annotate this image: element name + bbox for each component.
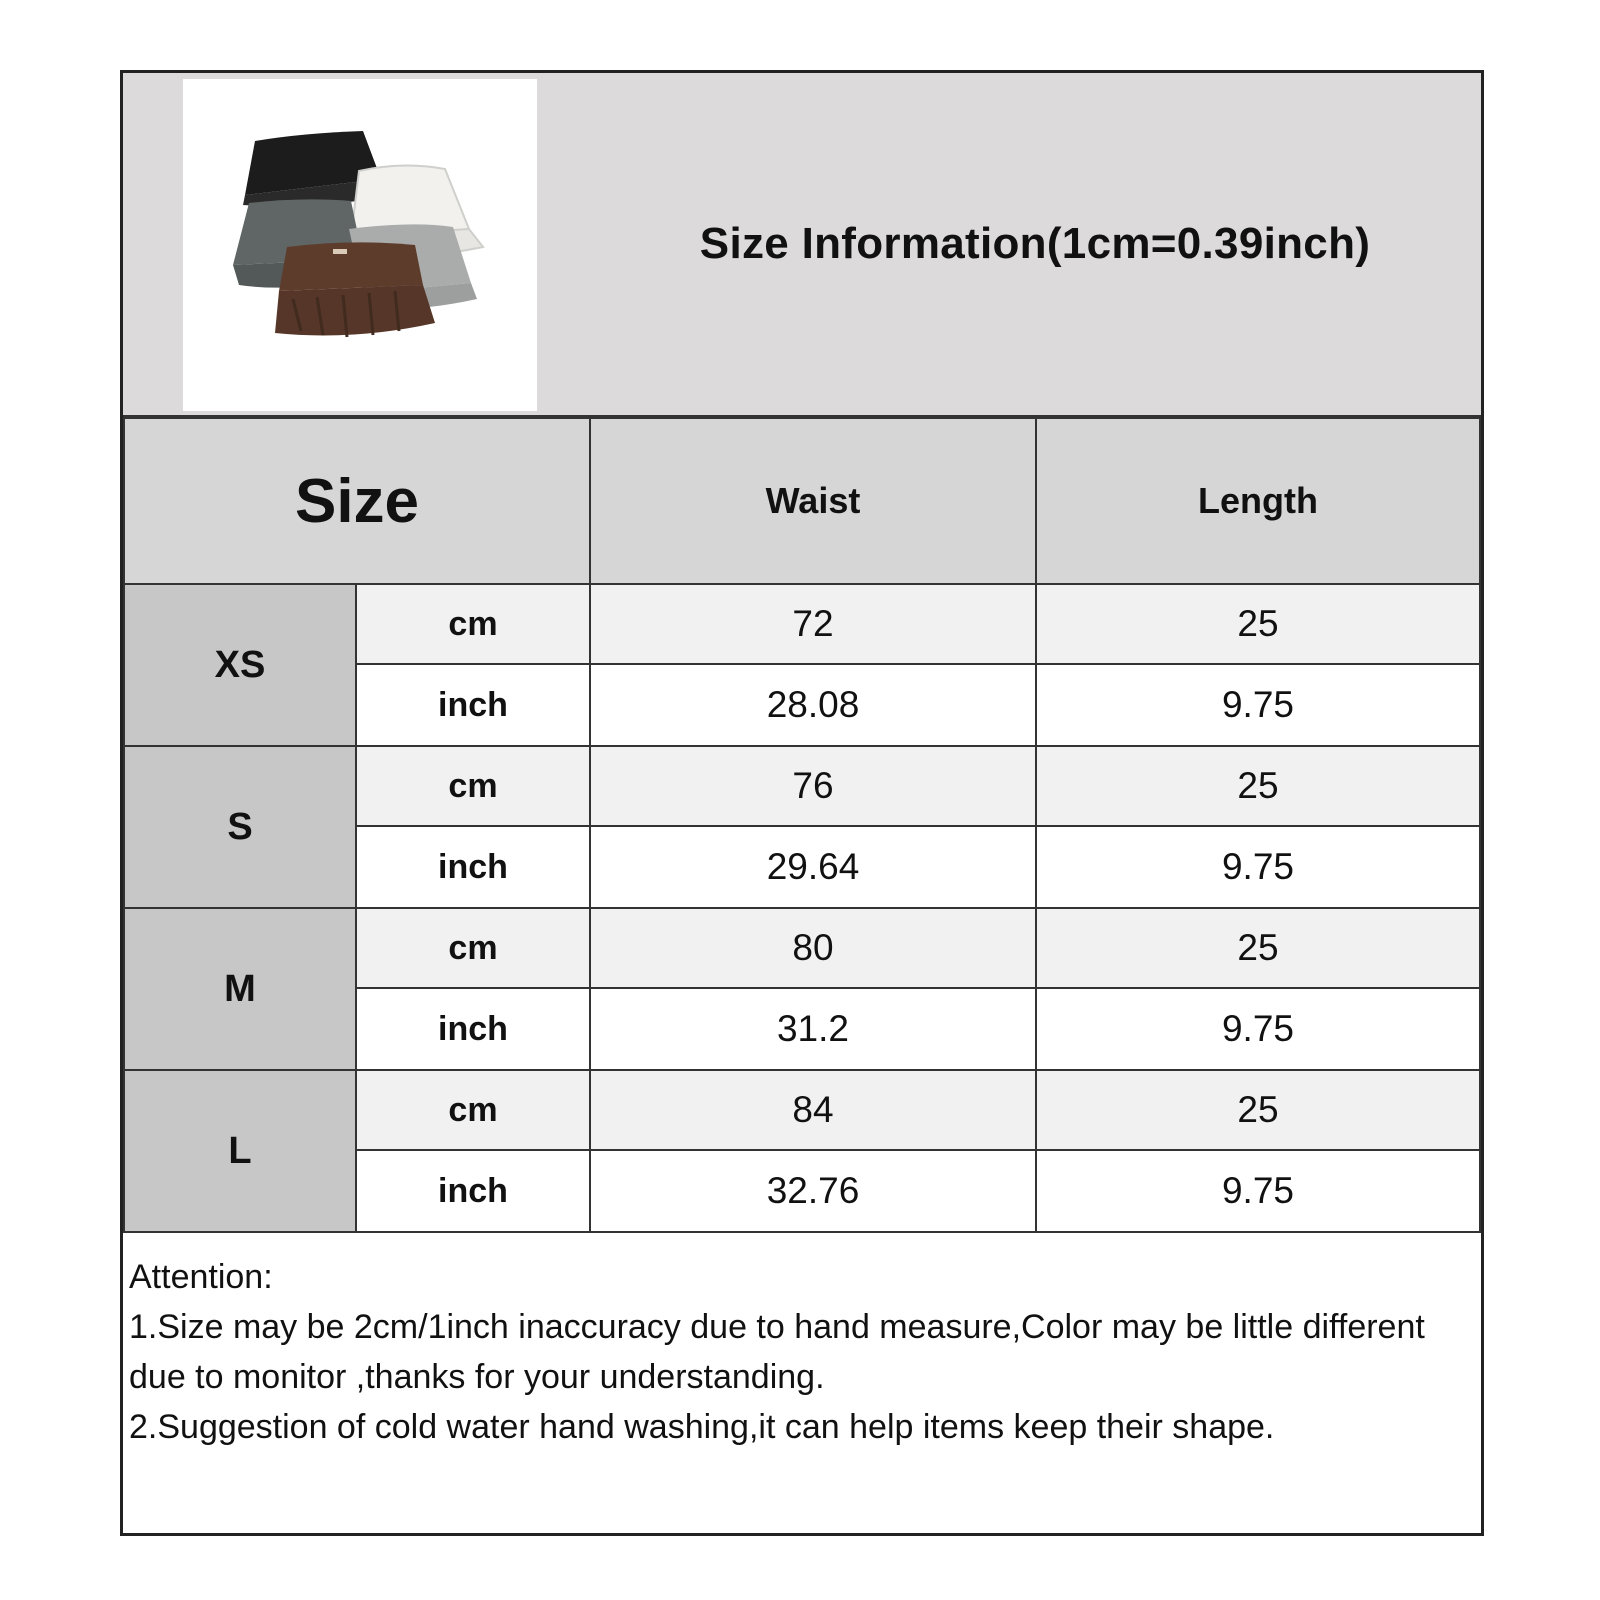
- product-image-frame: [123, 73, 591, 417]
- waist-value: 84: [792, 1089, 834, 1130]
- waist-value-cell: [589, 1149, 1037, 1233]
- waist-value: 31.2: [776, 1008, 849, 1049]
- notes-line-1: 1.Size may be 2cm/1inch inaccuracy due to hand measure,Color may be little different due to monitor ,thanks for your understanding.: [129, 1308, 1425, 1396]
- length-value-cell: [1035, 745, 1481, 827]
- length-value-cell: [1035, 1069, 1481, 1151]
- attention-notes: [123, 1248, 1481, 1533]
- unit-cell: [355, 825, 591, 909]
- unit-cell: [355, 907, 591, 989]
- length-value: 9.75: [1221, 1170, 1294, 1211]
- length-value: 9.75: [1221, 684, 1294, 725]
- waist-value: 80: [792, 927, 834, 968]
- length-header: Length: [1198, 480, 1318, 521]
- waist-value-cell: [589, 907, 1037, 989]
- waist-value: 72: [792, 603, 834, 644]
- length-value-cell: [1035, 907, 1481, 989]
- unit-cell: [355, 663, 591, 747]
- waist-value-cell: [589, 825, 1037, 909]
- length-value-cell: [1035, 663, 1481, 747]
- page-title: Size Information(1cm=0.39inch): [699, 219, 1371, 268]
- skirt-product-photo-icon: [183, 79, 537, 411]
- unit-label: cm: [448, 604, 498, 643]
- length-value-cell: [1035, 825, 1481, 909]
- unit-label: inch: [438, 685, 508, 724]
- length-value: 25: [1237, 765, 1279, 806]
- unit-cell: [355, 1069, 591, 1151]
- waist-value-cell: [589, 987, 1037, 1071]
- size-label-cell: [123, 583, 357, 747]
- length-value: 25: [1237, 1089, 1279, 1130]
- notes-heading: Attention:: [129, 1258, 273, 1296]
- size-label: M: [224, 967, 256, 1010]
- size-label: XS: [214, 643, 266, 686]
- size-label-cell: [123, 907, 357, 1071]
- waist-header: Waist: [765, 480, 861, 521]
- unit-label: cm: [448, 766, 498, 805]
- length-value-cell: [1035, 1149, 1481, 1233]
- size-label: L: [228, 1129, 252, 1172]
- length-value: 9.75: [1221, 846, 1294, 887]
- product-photo: [183, 79, 537, 411]
- waist-value: 32.76: [766, 1170, 860, 1211]
- waist-value-cell: [589, 583, 1037, 665]
- length-value: 25: [1237, 603, 1279, 644]
- unit-label: cm: [448, 1090, 498, 1129]
- unit-label: cm: [448, 928, 498, 967]
- title-cell: [589, 73, 1481, 417]
- length-value: 25: [1237, 927, 1279, 968]
- unit-label: inch: [438, 847, 508, 886]
- size-label: S: [227, 805, 253, 848]
- waist-value-cell: [589, 745, 1037, 827]
- length-header-cell: [1035, 417, 1481, 585]
- waist-value: 76: [792, 765, 834, 806]
- size-label-cell: [123, 745, 357, 909]
- waist-header-cell: [589, 417, 1037, 585]
- length-value: 9.75: [1221, 1008, 1294, 1049]
- unit-label: inch: [438, 1009, 508, 1048]
- size-chart: [120, 70, 1484, 1536]
- waist-value-cell: [589, 663, 1037, 747]
- size-label-cell: [123, 1069, 357, 1233]
- unit-cell: [355, 583, 591, 665]
- length-value-cell: [1035, 987, 1481, 1071]
- unit-label: inch: [438, 1171, 508, 1210]
- unit-cell: [355, 745, 591, 827]
- unit-cell: [355, 987, 591, 1071]
- length-value-cell: [1035, 583, 1481, 665]
- notes-line-2: 2.Suggestion of cold water hand washing,it can help items keep their shape.: [129, 1408, 1275, 1446]
- waist-value: 28.08: [766, 684, 860, 725]
- waist-value-cell: [589, 1069, 1037, 1151]
- size-header: Size: [294, 466, 420, 536]
- size-header-cell: [123, 417, 591, 585]
- waist-value: 29.64: [766, 846, 860, 887]
- unit-cell: [355, 1149, 591, 1233]
